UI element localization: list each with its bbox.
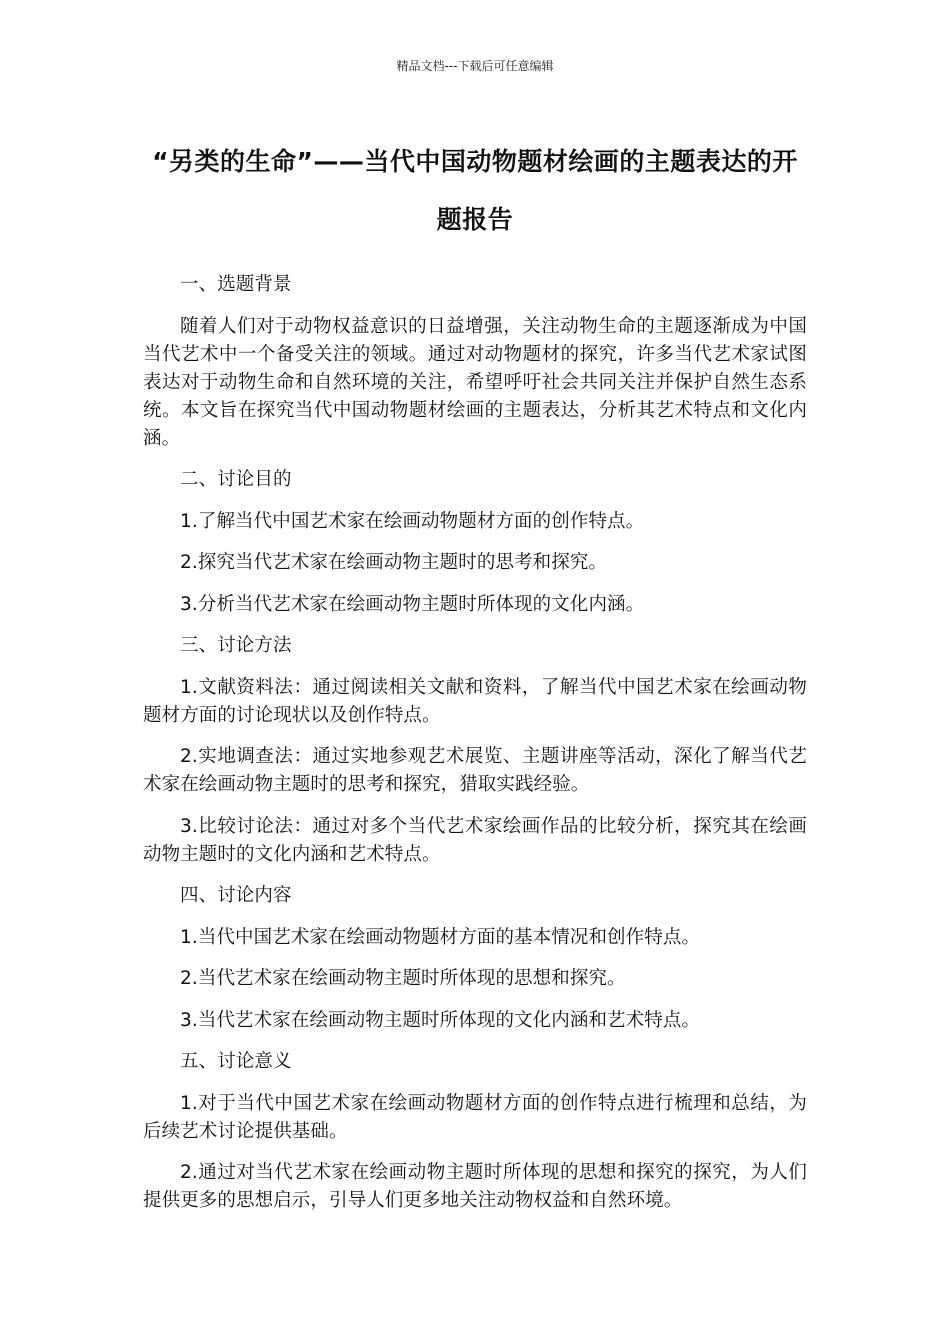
- content-item-2: 2.当代艺术家在绘画动物主题时所体现的思想和探究。: [180, 968, 626, 989]
- purpose-item-3: 3.分析当代艺术家在绘画动物主题时所体现的文化内涵。: [180, 593, 645, 615]
- content-item-1: 1.当代中国艺术家在绘画动物题材方面的基本情况和创作特点。: [180, 926, 701, 948]
- background-paragraph: 随着人们对于动物权益意识的日益增强，关注动物生命的主题逐渐成为中国当代艺术中一个备受关注的领域。通过对动物题材的探究，许多当代艺术家试图表达对于动物生命和自然环境的关注，希望呼吁社会共同关注并保护自然生态系统。本文旨在探究当代中国动物题材绘画的主题表达，分析其艺术特点和文化内涵。: [143, 315, 807, 449]
- section-heading-significance: 五、讨论意义: [180, 1051, 292, 1072]
- purpose-item-1: 1.了解当代中国艺术家在绘画动物题材方面的创作特点。: [180, 510, 645, 532]
- purpose-item-2: 2.探究当代艺术家在绘画动物主题时的思考和探究。: [180, 552, 608, 573]
- page-header: 精品文档---下载后可任意编辑: [396, 59, 554, 73]
- method-item-3: 3.比较讨论法：通过对多个当代艺术家绘画作品的比较分析，探究其在绘画动物主题时的文化内涵和艺术特点。: [143, 815, 807, 865]
- method-item-1: 1.文献资料法：通过阅读相关文献和资料，了解当代中国艺术家在绘画动物题材方面的讨论现状以及创作特点。: [143, 676, 807, 726]
- section-heading-purpose: 二、讨论目的: [180, 469, 292, 490]
- content-item-3: 3.当代艺术家在绘画动物主题时所体现的文化内涵和艺术特点。: [180, 1009, 701, 1031]
- section-heading-methods: 三、讨论方法: [180, 635, 292, 656]
- section-heading-background: 一、选题背景: [180, 274, 292, 295]
- document-title: “另类的生命”——当代中国动物题材绘画的主题表达的开题报告: [152, 147, 798, 234]
- significance-item-2: 2.通过对当代艺术家在绘画动物主题时所体现的思想和探究的探究，为人们提供更多的思想启示，引导人们更多地关注动物权益和自然环境。: [143, 1162, 807, 1211]
- section-heading-content: 四、讨论内容: [180, 885, 292, 906]
- document-body: [143, 271, 807, 1229]
- method-item-2: 2.实地调查法：通过实地参观艺术展览、主题讲座等活动，深化了解当代艺术家在绘画动物主题时的思考和探究，猎取实践经验。: [143, 746, 807, 795]
- significance-item-1: 1.对于当代中国艺术家在绘画动物题材方面的创作特点进行梳理和总结，为后续艺术讨论提供基础。: [143, 1092, 807, 1142]
